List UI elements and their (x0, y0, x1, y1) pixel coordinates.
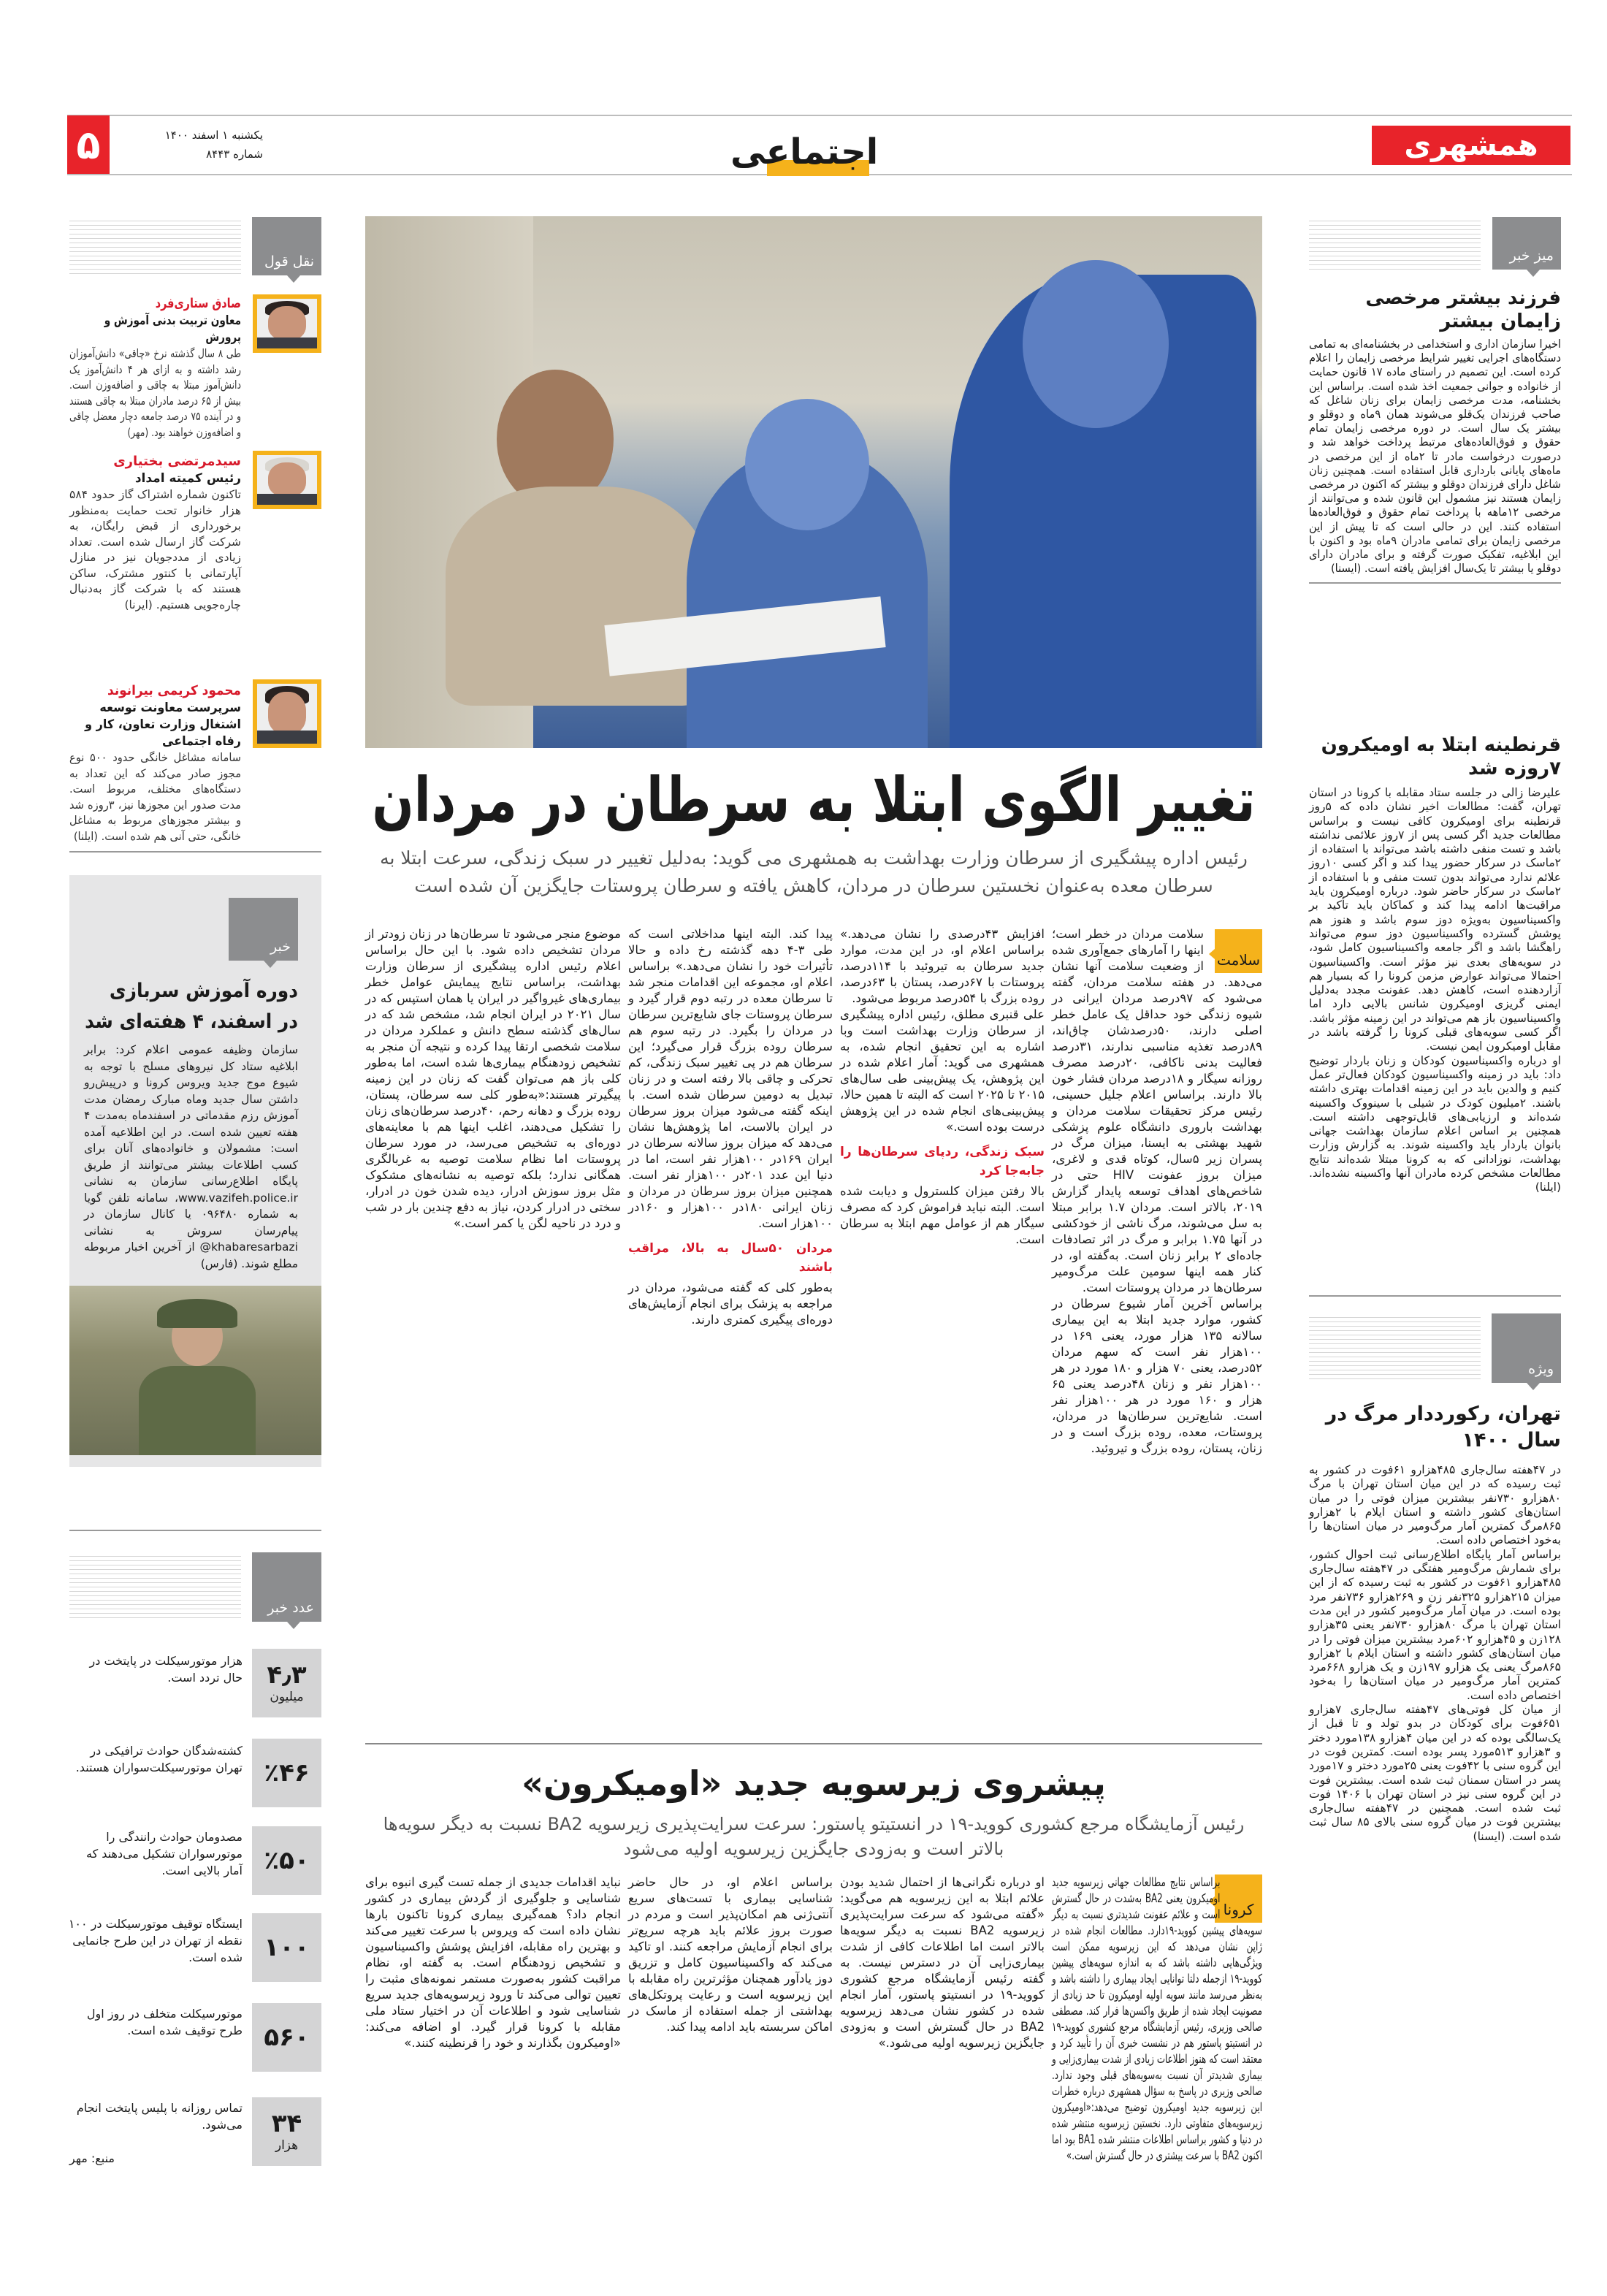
tehran-deaths-title[interactable]: تهران، رکورددار مرگ در سال ۱۴۰۰ (1325, 1403, 1561, 1452)
page-number: ۵ (67, 115, 110, 174)
main-article-column-3: پیدا کند. البته اینها مداخلاتی است که طی ۳-۴ دهه گذشته رخ داده و حالا تأثیرات خود را نشان می‌دهد.» براساس اعلام او، مجموعه این اقدامات منجر شد تا سرطان معده در رتبه دوم قرار گیرد و سرطان پروستات جای شایع‌ترین سرطان در مردان را بگیرد. در رتبه سوم هم سرطان روده بزرگ قرار می‌گیرد؛ این سرطان هم در پی تغییر سبک زندگی، کم تحرکی و چاقی بالا رفته است و در زنان تبدیل به دومین سرطان شده است. با اینکه گفته می‌شود میزان بروز سرطان در ایران بالاست، اما پژوهش‌ها نشان می‌دهد که میزان بروز سالانه سرطان در ایران ۱۶۹در ۱۰۰هزار نفر است، اما در دنیا این عدد ۲۰۱در ۱۰۰هزار نفر است. همچنین میزان بروز سرطان در مردان و زنان ایرانی ۱۸۰در ۱۰۰هزار و ۱۶۰در ۱۰۰هزار است. مردان ۵۰سال به بالا، مراقب باشند به‌طور کلی که گفته می‌شود، مردان در مراجعه به پزشک برای انجام آزمایش‌های دوره‌ای پیگیری کمتری دارند. (628, 927, 833, 1327)
article-divider (365, 1743, 1262, 1744)
quote-3-role: سرپرست معاونت توسعه اشتغال وزارت تعاون، کار و رفاه اجتماعی (85, 701, 241, 749)
decorative-stripes (69, 1552, 241, 1622)
issue-number: شماره ۸۴۴۳ (206, 148, 263, 161)
main-article-column-4: موضوع منجر می‌شود تا سرطان‌ها در زنان زودتر از مردان تشخیص داده شود. با این حال براساس اعلام رئیس اداره پیشگیری از سرطان وزارت بهداشت، براساس نتایج پیمایش عوامل خطر بیماری‌های غیرواگیر در ایران یا همان استپس که در سال ۲۰۲۱ در ایران انجام شد، مشخص شد که در سال‌های گذشته سطح دانش و عملکرد مردان در سلامت شخصی ارتقا پیدا کرده و نتیجه آن منجر به تشخیص زودهنگام بیماری‌ها شده است، اما به‌طور کلی باز هم می‌توان گفت که زنان در این زمینه پیگیرتر هستند:«به‌طور کلی سه سرطان، پستان، روده بزرگ و دهانه رحم، ۴۰درصد سرطان‌های زنان را تشکیل می‌دهند، اغلب اینها هم با معاینه‌های دوره‌ای به تشخیص می‌رسد، در مورد سرطان پروستات اما نظام سلامت توصیه به غربالگری همگانی ندارد؛ بلکه توصیه به نشانه‌های مشکوک مثل بروز سوزش ادرار، دیده شدن خون در ادرار، سختی در ادرار کردن، نیاز به دفع چندین بار در شب و درد در ناحیه لگن یا کمر است.» (365, 927, 622, 1230)
section-title-text: اجتماعی (730, 131, 879, 172)
stat-box-6: ۳۴ هزار (252, 2097, 321, 2166)
header-top-rule (67, 115, 1572, 116)
stat-box-4: ۱۰۰ (252, 1913, 321, 1982)
main-headline[interactable]: تغییر الگوی ابتلا به سرطان در مردان (372, 764, 1256, 836)
right-divider-2 (1309, 1295, 1561, 1297)
stat-text-2: کشته‌شدگان حوادث ترافیکی در تهران موتورسیکلت‌سواران هستند. (75, 1744, 243, 1774)
newspaper-logo[interactable]: همشهری (1372, 126, 1570, 165)
portrait-quote-2 (253, 451, 321, 509)
quote-1-role: معاون تربیت بدنی آموزش و پرورش (104, 313, 241, 345)
stat-text-4: ایستگاه توقیف موتورسیکلت در ۱۰۰ نقطه از تهران در این طرح جانمایی شده است. (68, 1917, 243, 1964)
stat-text-1: هزار موتورسیکلت در پایتخت در حال تردد است. (89, 1654, 243, 1685)
military-news-title[interactable]: دوره آموزش سربازی در اسفند، ۴ هفته‌ای شد (85, 980, 298, 1033)
news-desk-body: اخیرا سازمان اداری و استخدامی در بخشنامه‌ای به تمامی دستگاه‌های اجرایی تغییر شرایط مرخصی زایمان را اعلام کرده است. این تصمیم در راستای ماده ۱۷ قانون حمایت از خانواده و جوانی جمعیت اخذ شده است. براساس این بخشنامه، مدت مرخصی زایمان برای زنان شاغل که صاحب فرزندان یک‌قلو می‌شوند همان ۹ماه و دوقلو و بیشتر یک سال است. در دوره مرخصی زایمان تمام حقوق و فوق‌العاده‌های مرتبط پرداخت خواهد شد و درصورت درخواست مادر تا ۲ماه از این مرخصی در ماه‌های پایانی بارداری قابل استفاده است. همچنین زنان شاغل دارای فرزندان دوقلو و بیشتر که اکنون در مرخصی زایمان هستند نیز مشمول این قانون شده و می‌توانند از مرخصی ۱۲ماهه با پرداخت تمام حقوق و فوق‌العاده‌ها استفاده کنند. این در حالی است که تا پیش از این مرخصی زایمان برای تمامی مادران ۹ماه بود و اکنون با این ابلاغیه، تفکیک صورت گرفته و برای مادران دارای دوقلو یا بیشتر تا یک‌سال افزایش یافته است. (ایسنا) (1309, 337, 1561, 576)
issue-date: یکشنبه ۱ اسفند ۱۴۰۰ (164, 129, 263, 142)
decorative-stripes (1309, 1313, 1481, 1383)
omicron-subtitle: رئیس آزمایشگاه مرجع کشوری کووید-۱۹ در انستیتو پاستور: سرعت سرایت‌پذیری زیرسویه BA2 نسبت به دیگر سویه‌ها بالاتر است و به‌زودی جایگزین زیرسویه اولیه می‌شود (383, 1814, 1245, 1859)
stat-box-5: ۵۶۰ (252, 2003, 321, 2072)
subheading-lifestyle: سبک زندگی، ردپای سرطان‌ها را جابه‌جا کرد (840, 1145, 1045, 1178)
stat-box-1: ۴٫۳ میلیون (252, 1649, 321, 1717)
subheading-men-over-50: مردان ۵۰سال به بالا، مراقب باشند (628, 1241, 833, 1275)
decorative-stripes (69, 217, 241, 275)
stat-box-2: ٪۴۶ (252, 1739, 321, 1807)
decorative-stripes (1309, 217, 1481, 270)
omicron-column-4: نباید اقدامات جدیدی از جمله تست گیری انبوه برای شناسایی و جلوگیری از گردش بیماری در کشور انجام داد؟ همه‌گیری بیماری کرونا تاکنون بارها نشان داده است که ویروس با سرعت تغییر می‌کند و بهترین راه مقابله، افزایش پوشش واکسیناسیون و تشخیص زودهنگام است. به گفته او، نظام مراقبت کشور به‌صورت مستمر نمونه‌های مثبت را تعیین توالی می‌کند تا ورود زیرسویه‌های جدید سریع شناسایی شود و اطلاعات آن در اختیار ستاد ملی مقابله با کرونا قرار گیرد. او اضافه می‌کند: «اومیکرون بگذارند و خود را قرنطینه کنند.» (365, 1875, 621, 2050)
stats-source: منبع: مهر (69, 2151, 115, 2165)
quote-1-name: صادق ستاری‌فرد (155, 296, 241, 311)
right-divider-1 (1309, 582, 1561, 584)
news-desk-title[interactable]: فرزند بیشتر مرخصی زایمان بیشتر (1365, 287, 1561, 332)
omicron-column-3: براساس اعلام او، در حال حاضر شناسایی بیماری با تست‌های سریع آنتی‌ژنی هم امکان‌پذیر است و مردم در صورت بروز علائم باید هرچه سریع‌تر برای انجام آزمایش مراجعه کنند. او تاکید می‌کند که واکسیناسیون کامل و تزریق دوز یادآور همچنان مؤثرترین راه مقابله با این زیرسویه است و رعایت پروتکل‌های بهداشتی از جمله استفاده از ماسک در اماکن سربسته باید ادامه پیدا کند. (628, 1875, 833, 2034)
quote-1 (69, 295, 241, 440)
omicron-column-2: او درباره نگرانی‌ها از احتمال شدید بودن علائم ابتلا به این زیرسویه هم می‌گوید: «گفته می‌شود که سرعت سرایت‌پذیری زیرسویه BA2 نسبت به دیگر سویه‌ها بالاتر است اما اطلاعات کافی از شدت بیماری‌زایی آن در دسترس نیست. به گفته رئیس آزمایشگاه مرجع کشوری کووید-۱۹ در انستیتو پاستور، آمار انجام شده در کشور نشان می‌دهد زیرسویه BA2 در حال گسترش است و به‌زودی جایگزین زیرسویه اولیه می‌شود.» (840, 1875, 1045, 2050)
soldiers-photo (69, 1286, 321, 1455)
sidebar-divider-2 (69, 1530, 321, 1531)
section-title (730, 128, 879, 179)
stat-text-3: مصدومان حوادث رانندگی را موتورسواران تشکیل می‌دهند که آمار بالایی است. (86, 1830, 243, 1877)
portrait-quote-3 (253, 679, 321, 748)
quote-3 (69, 682, 241, 844)
quarantine-body: علیرضا زالی در جلسه ستاد مقابله با کرونا در استان تهران، گفت: مطالعات اخیر نشان داده که ۵روز قرنطینه برای اومیکرون کافی نیست و براساس مطالعات جدید اگر کسی پس از ۷روز علائمی نداشته باشد و تست منفی داشته باشد می‌تواند با استفاده از ۲ماسک در سرکار حضور پیدا کند و اگر کسی ۱۰روز علائم ندارد می‌تواند بدون تست منفی و با استفاده از ۲ماسک در سرکار حاضر شود. درباره اومیکرون باید مراقبت‌ها ادامه پیدا کند و کماکان باید تأکید بر واکسیناسیون به‌ویژه دوز سوم باشد و هنوز هم پوشش گسترده واکسیناسیون دوز سوم می‌تواند راهگشا باشد و اگر جامعه واکسیناسیون کامل شود، در سویه‌های بعدی نیز مؤثر است. واکسیناسیون احتمالا می‌تواند عوارض مزمن کرونا را که بسیار هم آزاردهنده است، کاهش دهد. عفونت مجدد به‌دلیل ایمنی گریزی اومیکرون شانس بالایی دارد اما واکسیناسیون باز هم می‌تواند در این زمینه مؤثر باشد. اگر کسی سویه‌های قبلی کرونا را گرفته باشد در مقابل اومیکرون ایمن نیست. او درباره واکسیناسیون کودکان و زنان باردار توضیح داد: باید در زمینه واکسیناسیون کودکان فعال‌تر عمل کنیم و والدین باید در این زمینه اقدامات بهتری داشته باشند. ۲میلیون کودک در شیلی با سینووک واکسینه شده‌اند و ارزیابی‌های قابل‌توجهی داشته است. همچنین بر اساس اعلام سازمان بهداشت جهانی بانوان باردار باید واکسینه شوند. به گزارش وزارت بهداشت، نوزادانی که به کرونا مبتلا شده‌اند نتایج مطالعات مشخص کرده مادران آنها واکسینه نشده‌اند. (ایلنا) (1309, 786, 1562, 1194)
stat-text-6: تماس روزانه با پلیس پایتخت انجام می‌شود. (76, 2101, 243, 2132)
sidebar-divider (69, 851, 321, 853)
quote-2-role: رئیس کمیته امداد (134, 471, 241, 486)
news-photo-hospital (365, 216, 1262, 748)
military-news-label: خبر (229, 898, 298, 961)
special-label: ویژه (1492, 1313, 1561, 1383)
quote-2-name: سیدمرتضی بختیاری (113, 454, 241, 469)
quotes-label: نقل قول (252, 217, 321, 275)
quote-3-name: محمود کریمی بیرانوند (107, 683, 241, 698)
quote-2 (69, 453, 241, 613)
issue-info (117, 126, 263, 164)
military-news-box (69, 875, 321, 1467)
omicron-column-1: براساس نتایج مطالعات جهانی زیرسویه جدید اومیکرون یعنی BA2 به‌شدت در حال گسترش است و علائم عفونت شدیدتری نسبت به دیگر سویه‌های پیشین کووید-۱۹دارد. مطالعات انجام شده در ژاپن نشان می‌دهد که این زیرسویه ممکن است ویژگی‌هایی داشته باشد که به اندازه سویه‌های پیشین کووید-۱۹ ازجمله دلتا توانایی ایجاد بیماری را داشته باشد و به‌نظر می‌رسد مانند سویه اولیه اومیکرون تا حد زیادی از مصونیت ایجاد شده از طریق واکسن‌ها فرار کند. مصطفی صالحی وزیری، رئیس آزمایشگاه مرجع کشوری کووید-۱۹ در انستیتو پاستور هم در نشست خبری آن را تأیید کرد و معتقد است که هنوز اطلاعات زیادی از شدت بیماری‌زایی و بیماری شدیدتر آن نسبت به‌سویه‌های قبلی وجود ندارد. صالحی وزیری در پاسخ به سؤال همشهری درباره خطرات این زیرسویه جدید اومیکرون توضیح می‌دهد:«اومیکرون زیرسویه‌های متفاوتی دارد. نخستین زیرسویه منتشر شده در دنیا و کشور براساس اطلاعات منتشر شده BA1 بود اما اکنون BA2 با سرعت بیشتری در حال گسترش است.» (1052, 1875, 1263, 2162)
quote-1-text: طی ۸ سال گذشته نرخ «چاقی» دانش‌آموزان رشد داشته و به ازای هر ۴ دانش‌آموز یک دانش‌آموز مبتلا به چاقی و اضافه‌وزن است. بیش از ۶۵ درصد مادران مبتلا به چاقی هستند و در آینده ۷۵ درصد جامعه دچار معضل چاقی و اضافه‌وزن خواهند بود. (مهر) (69, 347, 241, 439)
stat-text-5: موتورسیکلت متخلف در روز اول طرح توقیف شده است. (86, 2007, 243, 2037)
stats-label: عدد خبر (252, 1552, 321, 1622)
quote-2-text: تاکنون شماره اشتراک گاز حدود ۵۸۴ هزار خانوار تحت حمایت به‌منظور برخورداری از قبض رایگان، به شرکت گاز ارسال شده است. تعداد زیادی از مددجویان نیز در منازل آپارتمانی با کنتور مشترک، ساکن هستند که با شرکت گاز به‌دنبال چاره‌جویی هستیم. (ایرنا) (69, 488, 241, 611)
omicron-headline[interactable]: پیشروی زیرسویه جدید «اومیکرون» (522, 1763, 1106, 1803)
kicker-spacer (1220, 1874, 1262, 1923)
kicker-health: سلامت (1215, 929, 1262, 973)
tehran-deaths-body: در ۴۷هفته سال‌جاری ۴۸۵هزارو ۶۱فوت در کشور به ثبت رسیده که در این میان استان تهران با مرگ ۸۰هزارو ۷۳۰نفر بیشترین میزان فوتی را در میان استان‌های کشور داشته و استان ایلام با ۲هزارو ۸۶۵مرگ کمترین آمار مرگ‌ومیر در میان استان‌ها را به‌خود اختصاص داده است. براساس آمار پایگاه اطلاع‌رسانی ثبت احوال کشور، برای شمارش مرگ‌ومیر هفتگی در ۴۷هفته سال‌جاری ۴۸۵هزارو ۶۱فوت در کشور به ثبت رسیده که از این میزان ۲۱۵هزارو ۳۲۵نفر زن و ۲۶۹هزارو ۷۳۶نفر مرد بوده است. در میان آمار مرگ‌ومیر کشور در این مدت استان تهران با مرگ ۸۰هزارو ۷۳۰نفر یعنی ۳۵هزارو ۱۲۸زن و ۴۵هزارو ۶۰۲مرد بیشترین میزان فوتی را در میان استان‌های کشور داشته و استان ایلام با ۲هزارو ۸۶۵مرگ یعنی یک هزارو ۱۹۷زن و یک هزارو ۶۶۸مرد کمترین آمار مرگ‌ومیر در میان استان‌ها را به‌خود اختصاص داده است. از میان کل فوتی‌های ۴۷هفته سال‌جاری ۷هزارو ۶۵۱فوت برای کودکان در بدو تولد و تا قبل از یک‌سالگی بوده که در این میان ۴هزارو ۱۳۸مورد دختر و ۳هزارو ۵۱۳مورد پسر بوده است. کمترین فوت در این گروه سنی با ۴۲فوت یعنی ۲۵مورد دختر و ۱۷مورد پسر در استان سمنان ثبت شده است. بیشترین فوت در این گروه سنی نیز در استان تهران با ۱۴۰۶ فوت ثبت شده است. همچنین در ۴۷هفته سال‌جاری بیشترین فوت در میان گروه سنی بالای ۸۵ سال ثبت شده است. (ایسنا) (1309, 1463, 1562, 1843)
main-article-column-1: سلامت مردان در خطر است؛ اینها را آمارهای جمع‌آوری شده از وضعیت سلامت آنها نشان می‌دهد. در هفته سلامت مردان، گفته می‌شود که ۹۷درصد مردان ایرانی در شیوه زندگی خود حداقل یک عامل خطر اصلی دارند، ۵۰درصدشان چاق‌اند، ۸۹درصد تغذیه مناسبی ندارند، ۳۱درصد فعالیت بدنی ناکافی، ۲۰درصد مصرف روزانه سیگار و ۱۸درصد مردان فشار خون بالا دارند. براساس اعلام جلیل حسینی، رئیس مرکز تحقیقات سلامت مردان و بهداشت باروری دانشگاه علوم پزشکی شهید بهشتی به ایسنا، میزان مرگ در پسران زیر ۵سال، کوتاه قدی و لاغری، میزان بروز عفونت HIV حتی در شاخص‌های اهداف توسعه پایدار گزارش ۲۰۱۹، بالاتر است. مردان ۱.۷ برابر مبتلا به سل می‌شوند، مرگ ناشی از خودکشی در آنها ۱.۷۵ برابر و مرگ در اثر تصادفات جاده‌ای ۲ برابر زنان است. به‌گفته او، در کنار همه اینها سومین علت مرگ‌ومیر سرطان‌ها در مردان پروستات است. براساس آخرین آمار شیوع سرطان در کشور، موارد جدید ابتلا به این بیماری سالانه ۱۳۵ هزار مورد، یعنی ۱۶۹ در ۱۰۰هزار نفر است که سهم مردان ۵۲درصد، یعنی ۷۰ هزار و ۱۸۰ مورد در هر ۱۰۰هزار نفر و زنان ۴۸درصد یعنی ۶۵ هزار و ۱۶۰ مورد در هر ۱۰۰هزار نفر است. شایع‌ترین سرطان‌ها در مردان، پروستات، معده، روده بزرگ است و در زنان، پستان، روده بزرگ و تیروئید. (1052, 927, 1263, 1455)
stat-box-3: ٪۵۰ (252, 1826, 321, 1895)
main-subtitle: رئیس اداره پیشگیری از سرطان وزارت بهداشت به همشهری می گوید: به‌دلیل تغییر در سبک زندگی، سرعت ابتلا به سرطان معده به‌عنوان نخستین سرطان در مردان، کاهش یافته و سرطان پروستات جایگزین آن شده است (380, 847, 1248, 896)
kicker-corona: کرونا (1215, 1874, 1262, 1923)
portrait-quote-1 (253, 294, 321, 353)
quote-3-text: سامانه مشاغل خانگی حدود ۵۰۰ نوع مجوز صادر می‌کند که این تعداد به دستگاه‌های مختلف، مربوط است. مدت صدور این مجوزها نیز، ۳روزه شد و بیشتر مجوزهای مربوط به مشاغل خانگی، حتی آنی هم شده است. (ایلنا) (69, 751, 242, 843)
main-article-column-2: افزایش ۴۳درصدی را نشان می‌دهد.» براساس اعلام او، در این مدت، موارد جدید سرطان به تیروئید با ۱۱۴درصد، پروستات با ۶۷درصد، پستان با ۶۳درصد، روده بزرگ با ۵۴درصد مربوط می‌شود. علی قنبری مطلق، رئیس اداره پیشگیری از سرطان وزارت بهداشت است وبا اشاره به این تحقیق انجام شده، به همشهری می گوید: آمار اعلام شده در این پژوهش، یک پیش‌بینی طی سال‌های ۲۰۱۵ تا ۲۰۲۵ است که البته تا همین حالا، پیش‌بینی‌های انجام شده در این پژوهش درست بوده است.» سبک زندگی، ردپای سرطان‌ها را جابه‌جا کرد بالا رفتن میزان کلسترول و دیابت شده است. البته نباید فراموش کرد که مصرف سیگار هم از عوامل مهم ابتلا به سرطان است. (840, 927, 1045, 1246)
news-desk-label: میز خبر (1492, 217, 1561, 270)
kicker-spacer (1204, 926, 1262, 975)
military-news-body: سازمان وظیفه عمومی اعلام کرد: برابر ابلاغیه ستاد کل نیروهای مسلح با توجه به شیوع موج جدید ویروس کرونا و درپیش‌رو داشتن سال جدید وماه مبارک رمضان مدت آموزش رزم مقدماتی در اسفندماه به‌مدت ۴ هفته تعیین شده است. در این اطلاعیه آمده است: مشمولان و خانواده‌های آنان برای کسب اطلاعات بیشتر می‌توانند از طریق پایگاه اطلاع‌رسانی سازمان به نشانی www.vazifeh.police.ir، سامانه تلفن گویا به شماره ۰۹۶۴۸۰ یا کانال سازمان در پیام‌رسان سروش به نشانی khabaresarbazi@ از آخرین اخبار مربوطه مطلع شوند. (فارس) (84, 1043, 298, 1270)
quarantine-title[interactable]: قرنطینه ابتلا به اومیکرون ۷روزه شد (1321, 734, 1561, 779)
